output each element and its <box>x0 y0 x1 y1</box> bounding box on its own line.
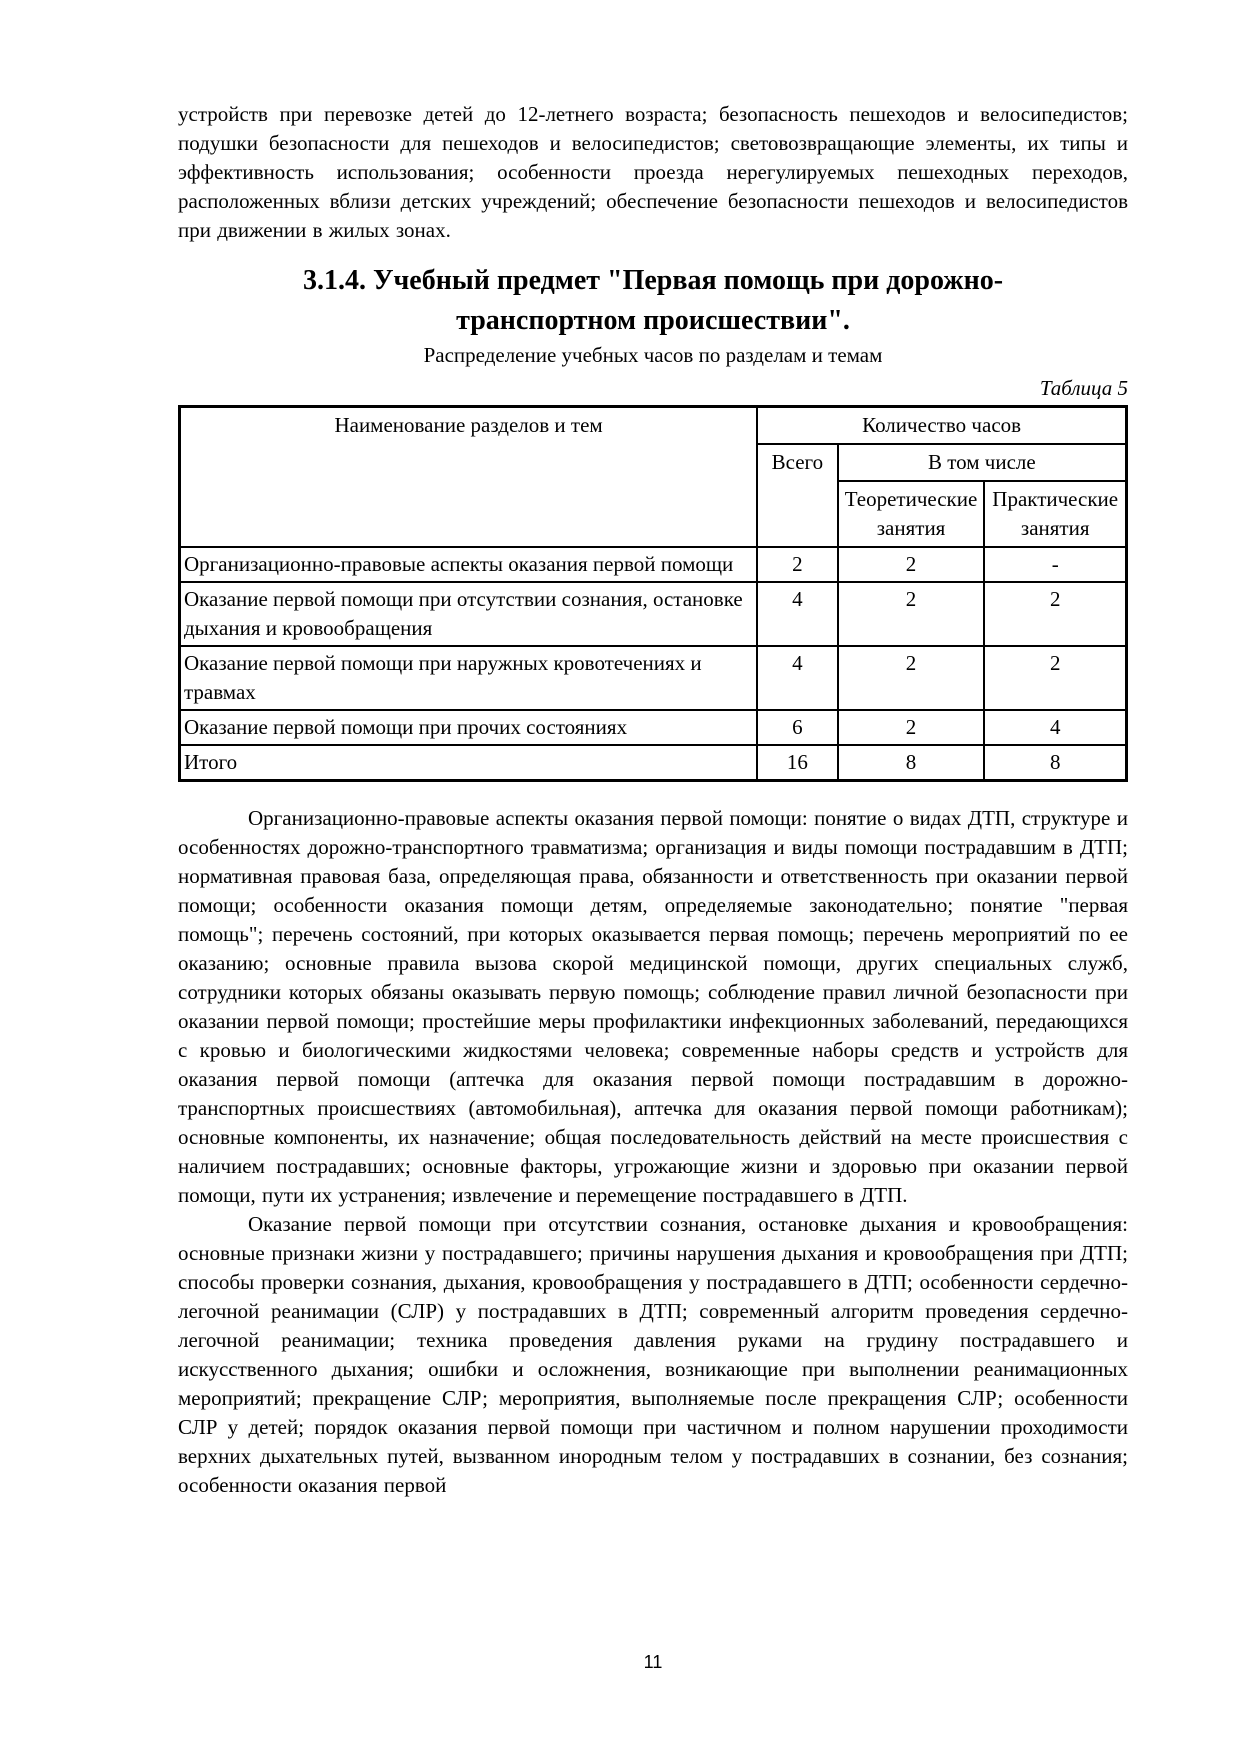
header-cell-theory: Теоретические занятия <box>838 481 985 547</box>
row-practice: 4 <box>984 710 1126 745</box>
row-theory: 2 <box>838 582 985 646</box>
row-total: 4 <box>757 582 837 646</box>
table-subtitle: Распределение учебных часов по разделам и темам <box>423 343 883 367</box>
body-text <box>178 804 1128 1500</box>
row-practice: 2 <box>984 646 1126 710</box>
row-theory: 2 <box>838 710 985 745</box>
table-row <box>180 646 1127 710</box>
row-total: 4 <box>757 646 837 710</box>
row-practice: 2 <box>984 582 1126 646</box>
page-number: 11 <box>643 1652 663 1672</box>
header-cell-name: Наименование разделов и тем <box>180 407 758 548</box>
header-cell-hours-group: Количество часов <box>757 407 1126 445</box>
section-heading: 3.1.4. Учебный предмет "Первая помощь при дорожно-транспортном происшествии". <box>302 265 1004 336</box>
body-paragraph-1: Организационно-правовые аспекты оказания первой помощи: понятие о видах ДТП, структуре и особенностях дорожно-транспортного травматизма; организация и виды помощи пострадавшим в ДТП; нормативная правовая база, определяющая права, обязанности и ответственность при оказании первой помощи; особенности оказания помощи детям, определяемые законодательно; понятие "первая помощь"; перечень состояний, при которых оказывается первая помощь; перечень мероприятий по ее оказанию; основные правила вызова скорой медицинской помощи, других специальных служб, сотрудники которых обязаны оказывать первую помощь; соблюдение правил личной безопасности при оказании первой помощи; простейшие меры профилактики инфекционных заболеваний, передающихся с кровью и биологическими жидкостями человека; современные наборы средств и устройств для оказания первой помощи (аптечка для оказания первой помощи пострадавшим в дорожно-транспортных происшествиях (автомобильная), аптечка для оказания первой помощи работникам); основные компоненты, их назначение; общая последовательность действий на месте происшествия с наличием пострадавших; основные факторы, угрожающие жизни и здоровью при оказании первой помощи, пути их устранения; извлечение и перемещение пострадавшего в ДТП. <box>178 806 1128 1207</box>
header-cell-total: Всего <box>757 444 837 547</box>
row-total: 2 <box>757 547 837 582</box>
body-paragraph-2: Оказание первой помощи при отсутствии сознания, остановке дыхания и кровообращения: основные признаки жизни у пострадавшего; причины нарушения дыхания и кровообращения при ДТП; способы проверки сознания, дыхания, кровообращения у пострадавшего в ДТП; особенности сердечно-легочной реанимации (СЛР) у пострадавших в ДТП; современный алгоритм проведения сердечно-легочной реанимации; техника проведения давления руками на грудину пострадавшего и искусственного дыхания; ошибки и осложнения, возникающие при выполнении реанимационных мероприятий; прекращение СЛР; мероприятия, выполняемые после прекращения СЛР; особенности СЛР у детей; порядок оказания первой помощи при частичном и полном нарушении проходимости верхних дыхательных путей, вызванном инородным телом у пострадавших в сознании, без сознания; особенности оказания первой <box>178 1212 1128 1497</box>
table-row <box>180 582 1127 646</box>
table-row <box>180 710 1127 745</box>
table-caption: Таблица 5 <box>1039 376 1128 400</box>
table-row-total <box>180 745 1127 781</box>
row-practice: - <box>984 547 1126 582</box>
row-total: 6 <box>757 710 837 745</box>
row-practice: 8 <box>984 745 1126 781</box>
page-content <box>178 100 1128 1500</box>
row-total: 16 <box>757 745 837 781</box>
row-topic: Оказание первой помощи при наружных кровотечениях и травмах <box>180 646 758 710</box>
row-theory: 2 <box>838 547 985 582</box>
header-cell-including: В том числе <box>838 444 1127 481</box>
row-topic: Оказание первой помощи при прочих состояниях <box>180 710 758 745</box>
table-row <box>180 547 1127 582</box>
row-topic: Организационно-правовые аспекты оказания первой помощи <box>180 547 758 582</box>
row-topic: Итого <box>180 745 758 781</box>
row-topic: Оказание первой помощи при отсутствии сознания, остановке дыхания и кровообращения <box>180 582 758 646</box>
header-cell-practice: Практические занятия <box>984 481 1126 547</box>
row-theory: 8 <box>838 745 985 781</box>
hours-table <box>178 405 1128 782</box>
row-theory: 2 <box>838 646 985 710</box>
intro-paragraph: устройств при перевозке детей до 12-летнего возраста; безопасность пешеходов и велосипедистов; подушки безопасности для пешеходов и велосипедистов; световозвращающие элементы, их типы и эффективность использования; особенности проезда нерегулируемых пешеходных переходов, расположенных вблизи детских учреждений; обеспечение безопасности пешеходов и велосипедистов при движении в жилых зонах. <box>178 102 1128 242</box>
table-header-row-1 <box>180 407 1127 445</box>
